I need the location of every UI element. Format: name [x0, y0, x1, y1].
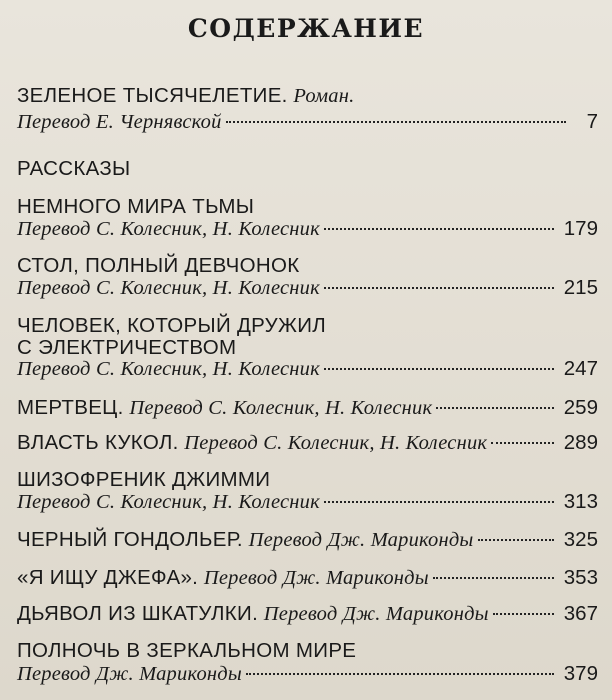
leader-dots [491, 442, 554, 444]
novel-translation-line [17, 108, 602, 136]
novel-title: ЗЕЛЕНОЕ ТЫСЯЧЕЛЕТИЕ. [17, 84, 288, 107]
leader-dots [436, 407, 554, 409]
toc-entry-page-number: 289 [563, 431, 598, 454]
toc-entry-translation: Перевод С. Колесник, Н. Колесник [17, 358, 320, 380]
leader-dots [226, 121, 566, 123]
toc-entry-page-number: 247 [563, 357, 598, 380]
toc-entry-title: МЕРТВЕЦ. [17, 396, 124, 419]
leader-dots [324, 287, 554, 289]
toc-entry-translation-line [17, 215, 602, 243]
toc-entry-title: ШИЗОФРЕНИК ДЖИММИ [17, 468, 271, 491]
toc-entry-page-number: 367 [563, 602, 598, 625]
leader-dots [433, 577, 554, 579]
leader-dots [478, 539, 554, 541]
toc-entry-page-number: 179 [563, 217, 598, 240]
leader-dots [246, 673, 554, 675]
toc-entry-line [17, 394, 602, 422]
toc-entry-translation: Перевод С. Колесник, Н. Колесник [184, 432, 488, 454]
toc-entry-translation: Перевод Дж. Мариконды [248, 529, 474, 551]
toc-entry-text [17, 564, 429, 592]
toc-entry-title: «Я ИЩУ ДЖЕФА». [17, 566, 199, 589]
section-label-line [17, 155, 602, 183]
toc-entry-title: ЧЕЛОВЕК, КОТОРЫЙ ДРУЖИЛ [17, 314, 327, 337]
leader-dots [324, 368, 554, 370]
toc-entry-text [17, 394, 432, 422]
toc-entry-translation: Перевод С. Колесник, Н. Колесник [129, 397, 433, 419]
toc-entry-translation: Перевод С. Колесник, Н. Колесник [17, 491, 320, 513]
toc-entry-title-continuation: С ЭЛЕКТРИЧЕСТВОМ [17, 336, 237, 359]
toc-entry-translation: Перевод Дж. Мариконды [17, 663, 242, 685]
toc-entry-title: ПОЛНОЧЬ В ЗЕРКАЛЬНОМ МИРЕ [17, 639, 357, 662]
toc-entry-page-number: 353 [563, 566, 598, 589]
toc-entry-title: ВЛАСТЬ КУКОЛ. [17, 431, 179, 454]
leader-dots [324, 228, 554, 230]
toc-entry-translation: Перевод Дж. Мариконды [263, 603, 489, 625]
toc-entry-page-number: 325 [563, 528, 598, 551]
toc-entry-title: СТОЛ, ПОЛНЫЙ ДЕВЧОНОК [17, 254, 300, 277]
toc-entry-translation: Перевод С. Колесник, Н. Колесник [17, 218, 320, 240]
toc-entry-translation: Перевод Дж. Мариконды [203, 567, 429, 589]
section-label: РАССКАЗЫ [17, 157, 131, 180]
toc-entry-page-number: 379 [563, 662, 598, 685]
leader-dots [324, 501, 554, 503]
toc-entry-translation-line [17, 355, 602, 383]
toc-entry-line [17, 429, 602, 457]
novel-genre: Роман. [293, 85, 355, 107]
toc-entry-translation-line [17, 488, 602, 516]
toc-entry-text [17, 526, 474, 554]
leader-dots [493, 613, 554, 615]
toc-entry-page-number: 215 [563, 276, 598, 299]
toc-entry-page-number: 313 [563, 490, 598, 513]
toc-entry-translation-line [17, 274, 602, 302]
toc-entry-line [17, 564, 602, 592]
novel-page-number: 7 [586, 110, 598, 133]
toc-entry-title: ЧЕРНЫЙ ГОНДОЛЬЕР. [17, 528, 243, 551]
toc-entry-translation: Перевод С. Колесник, Н. Колесник [17, 277, 320, 299]
toc-entry-page-number: 259 [563, 396, 598, 419]
toc-entry-line [17, 600, 602, 628]
page-title: СОДЕРЖАНИЕ [187, 14, 425, 43]
novel-translation: Перевод Е. Чернявской [17, 111, 222, 133]
toc-entry-title: ДЬЯВОЛ ИЗ ШКАТУЛКИ. [17, 602, 259, 625]
toc-entry-line [17, 526, 602, 554]
toc-entry-title: НЕМНОГО МИРА ТЬМЫ [17, 195, 255, 218]
toc-entry-text [17, 600, 489, 628]
novel-title-line [17, 82, 602, 110]
toc-entry-text [17, 429, 487, 457]
toc-entry-translation-line [17, 660, 602, 688]
